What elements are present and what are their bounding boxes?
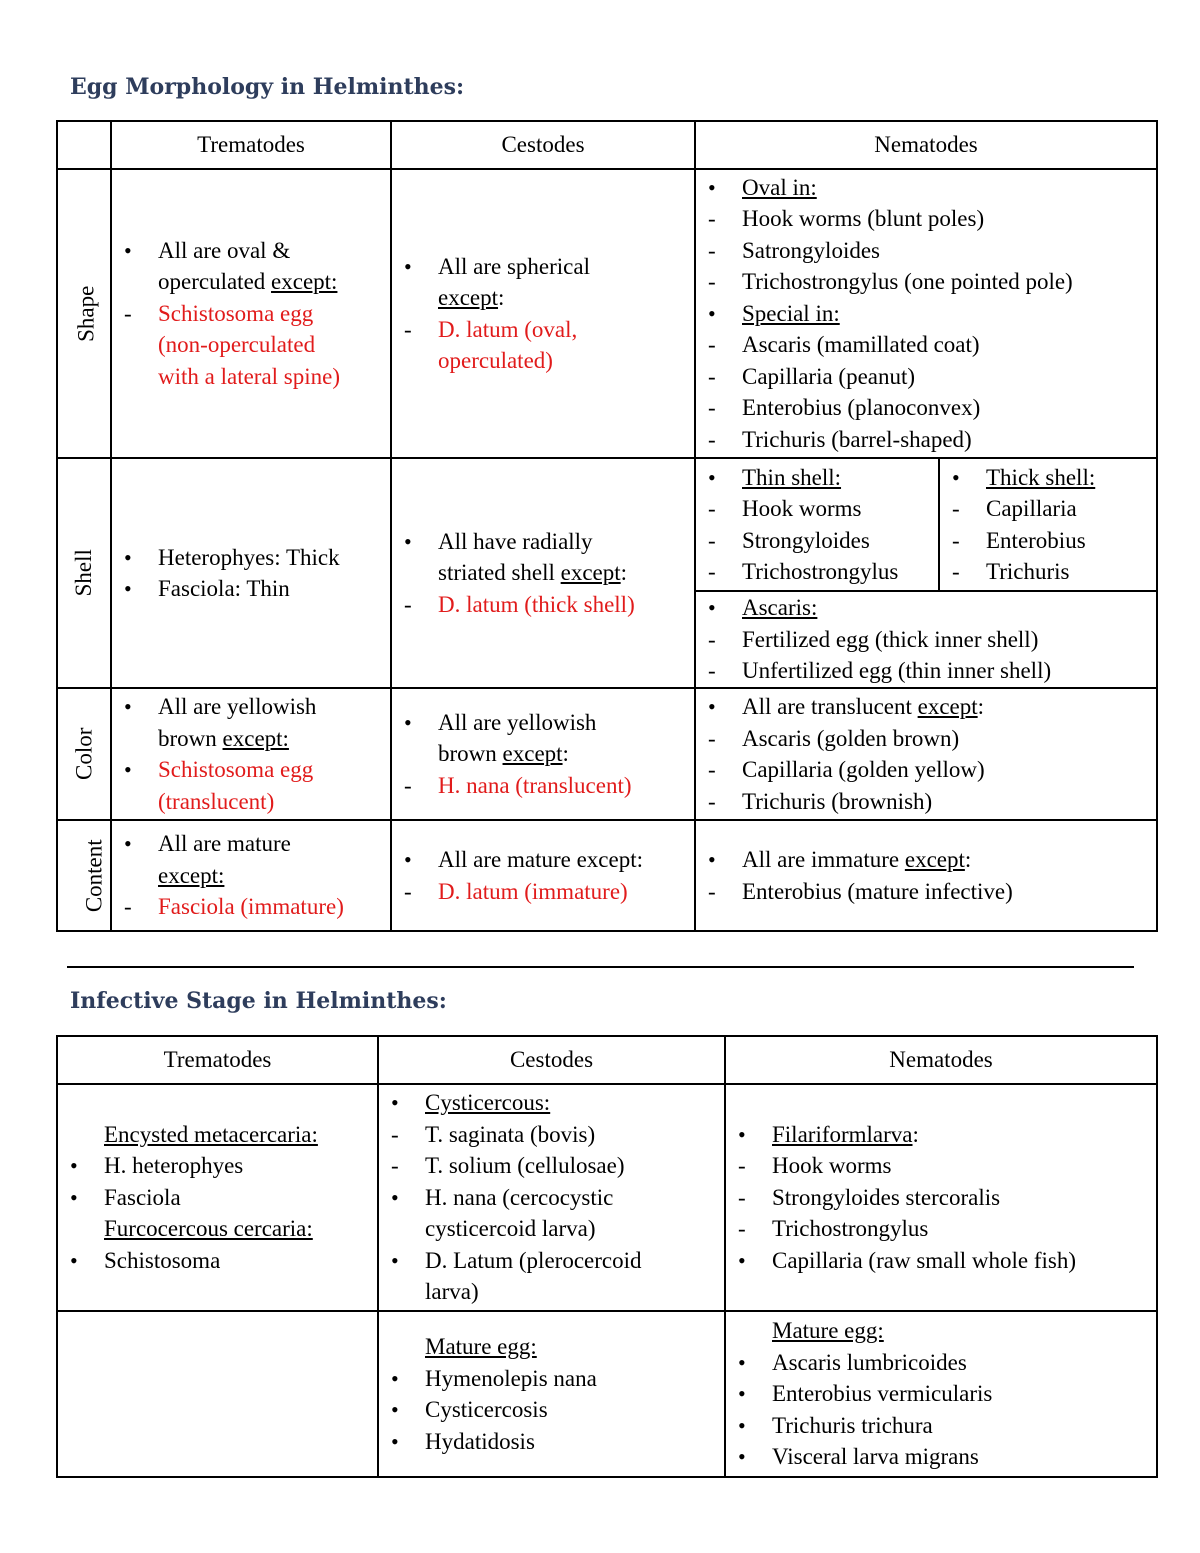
shell-trematodes-cell <box>111 458 391 688</box>
list-item: - D. latum (thick shell) <box>402 589 684 621</box>
row-label-shell: Shell <box>57 458 111 688</box>
list-item: • Oval in: <box>706 172 1146 204</box>
infective-cestodes-cell <box>378 1084 725 1311</box>
list-item: • Schistosoma <box>68 1245 367 1277</box>
header-cestodes: Cestodes <box>391 121 695 169</box>
ascaris-shell-cell <box>696 591 1156 687</box>
list-item: Furcocercous cercaria: <box>104 1216 313 1242</box>
list-item: operculated except: <box>158 269 338 295</box>
infective-nematodes-cell <box>725 1084 1157 1311</box>
list-item: • Cysticercous: <box>389 1087 714 1119</box>
row-label-color: Color <box>57 688 111 820</box>
list-item: • Schistosoma egg <box>122 754 380 786</box>
list-item: • Fasciola: Thin <box>122 573 380 605</box>
list-item: - Fertilized egg (thick inner shell) <box>706 624 1146 656</box>
list-item: • All are translucent except: <box>706 691 1146 723</box>
content-nematodes-cell <box>695 820 1157 931</box>
list-item: • Ascaris lumbricoides <box>736 1347 1146 1379</box>
shell-nematodes-subtable <box>696 459 1156 687</box>
list-item: larva) <box>425 1279 479 1305</box>
list-item: - Unfertilized egg (thin inner shell) <box>706 655 1146 687</box>
list-item: with a lateral spine) <box>158 363 341 389</box>
list-item: • All are spherical <box>402 251 684 283</box>
list-item: - T. solium (cellulosae) <box>389 1150 714 1182</box>
infective-stage-title: Infective Stage in Helminthes: <box>70 988 447 1014</box>
list-item: - Trichostrongylus <box>736 1213 1146 1245</box>
header-row <box>57 1036 1157 1084</box>
list-item: - Capillaria <box>950 493 1146 525</box>
list-item: Mature egg: <box>425 1334 537 1359</box>
shape-trematodes-cell <box>111 169 391 458</box>
egg-morphology-table <box>56 120 1158 932</box>
list-item: • Capillaria (raw small whole fish) <box>736 1245 1146 1277</box>
list-item: - Fasciola (immature) <box>122 891 380 923</box>
list-item: • Enterobius vermicularis <box>736 1378 1146 1410</box>
list-item: (translucent) <box>158 788 275 814</box>
list-item: except: <box>158 862 225 888</box>
list-item: • All are oval & <box>122 235 380 267</box>
list-item: • H. nana (cercocystic <box>389 1182 714 1214</box>
list-item: • Filariformlarva: <box>736 1119 1146 1151</box>
shape-nematodes-cell <box>695 169 1157 458</box>
shape-row <box>57 169 1157 458</box>
infective-trematodes-empty-cell <box>57 1311 378 1477</box>
header-nematodes: Nematodes <box>695 121 1157 169</box>
list-item: - Strongyloides stercoralis <box>736 1182 1146 1214</box>
list-item: - T. saginata (bovis) <box>389 1119 714 1151</box>
list-item: - H. nana (translucent) <box>402 770 684 802</box>
list-item: • Cysticercosis <box>389 1394 714 1426</box>
list-item: • All are mature <box>122 828 380 860</box>
list-item: - Capillaria (golden yellow) <box>706 754 1146 786</box>
infective-row-2 <box>57 1311 1157 1477</box>
list-item: - Ascaris (golden brown) <box>706 723 1146 755</box>
list-item: brown except: <box>158 725 289 751</box>
list-item: - Hook worms <box>706 493 928 525</box>
list-item: - Schistosoma egg <box>122 298 380 330</box>
list-item: - Enterobius (mature infective) <box>706 876 1146 908</box>
list-item: • Visceral larva migrans <box>736 1441 1146 1473</box>
list-item: • Thick shell: <box>950 462 1146 494</box>
list-item: • All have radially <box>402 526 684 558</box>
color-row <box>57 688 1157 820</box>
mature-egg-cestodes-cell <box>378 1311 725 1477</box>
list-item: • Heterophyes: Thick <box>122 542 380 574</box>
header-cestodes: Cestodes <box>378 1036 725 1084</box>
row-label-shape: Shape <box>57 169 111 458</box>
list-item: - Enterobius (planoconvex) <box>706 392 1146 424</box>
list-item: Mature egg: <box>772 1318 884 1344</box>
row-label-content: Content <box>57 820 111 931</box>
color-cestodes-cell <box>391 688 695 820</box>
list-item: - Ascaris (mamillated coat) <box>706 329 1146 361</box>
list-item: operculated) <box>438 348 553 373</box>
list-item: - Trichostrongylus (one pointed pole) <box>706 266 1146 298</box>
infective-row-1 <box>57 1084 1157 1311</box>
list-item: - D. latum (oval, <box>402 314 684 346</box>
list-item: • Hydatidosis <box>389 1426 714 1458</box>
list-item: - Trichostrongylus <box>706 556 928 588</box>
list-item: • Trichuris trichura <box>736 1410 1146 1442</box>
content-trematodes-cell <box>111 820 391 931</box>
list-item: except: <box>438 285 505 310</box>
thick-shell-cell <box>939 459 1156 591</box>
list-item: - Trichuris (barrel-shaped) <box>706 424 1146 456</box>
list-item: - Strongyloides <box>706 525 928 557</box>
list-item: Encysted metacercaria: <box>104 1121 318 1147</box>
list-item: cysticercoid larva) <box>425 1216 596 1242</box>
corner-cell <box>57 121 111 169</box>
shell-nematodes-cell <box>695 458 1157 688</box>
list-item: - Enterobius <box>950 525 1146 557</box>
list-item: - Capillaria (peanut) <box>706 361 1146 393</box>
content-cestodes-cell <box>391 820 695 931</box>
egg-morphology-title: Egg Morphology in Helminthes: <box>70 74 465 100</box>
color-nematodes-cell <box>695 688 1157 820</box>
list-item: - Hook worms <box>736 1150 1146 1182</box>
list-item: brown except: <box>438 741 569 767</box>
list-item: • All are yellowish <box>122 691 380 723</box>
thin-shell-cell <box>696 459 939 591</box>
mature-egg-nematodes-cell <box>725 1311 1157 1477</box>
header-row <box>57 121 1157 169</box>
list-item: - Hook worms (blunt poles) <box>706 203 1146 235</box>
shell-cestodes-cell <box>391 458 695 688</box>
list-item: • D. Latum (plerocercoid <box>389 1245 714 1277</box>
list-item: - D. latum (immature) <box>402 876 684 908</box>
header-trematodes: Trematodes <box>57 1036 378 1084</box>
list-item: • All are yellowish <box>402 707 684 739</box>
shape-cestodes-cell <box>391 169 695 458</box>
list-item: - Trichuris <box>950 556 1146 588</box>
list-item: (non-operculated <box>158 332 316 358</box>
list-item: • Hymenolepis nana <box>389 1363 714 1395</box>
shell-row <box>57 458 1157 688</box>
infective-trematodes-cell <box>57 1084 378 1311</box>
content-row <box>57 820 1157 931</box>
list-item: • H. heterophyes <box>68 1150 367 1182</box>
list-item: • All are mature except: <box>402 844 684 876</box>
infective-stage-table <box>56 1035 1158 1478</box>
list-item: striated shell except: <box>438 560 628 586</box>
section-divider <box>67 966 1134 968</box>
color-trematodes-cell <box>111 688 391 820</box>
header-nematodes: Nematodes <box>725 1036 1157 1084</box>
list-item: • Fasciola <box>68 1182 367 1214</box>
list-item: • All are immature except: <box>706 844 1146 876</box>
list-item: • Special in: <box>706 298 1146 330</box>
list-item: - Satrongyloides <box>706 235 1146 267</box>
list-item: - Trichuris (brownish) <box>706 786 1146 818</box>
list-item: • Ascaris: <box>706 592 1146 624</box>
list-item: • Thin shell: <box>706 462 928 494</box>
header-trematodes: Trematodes <box>111 121 391 169</box>
